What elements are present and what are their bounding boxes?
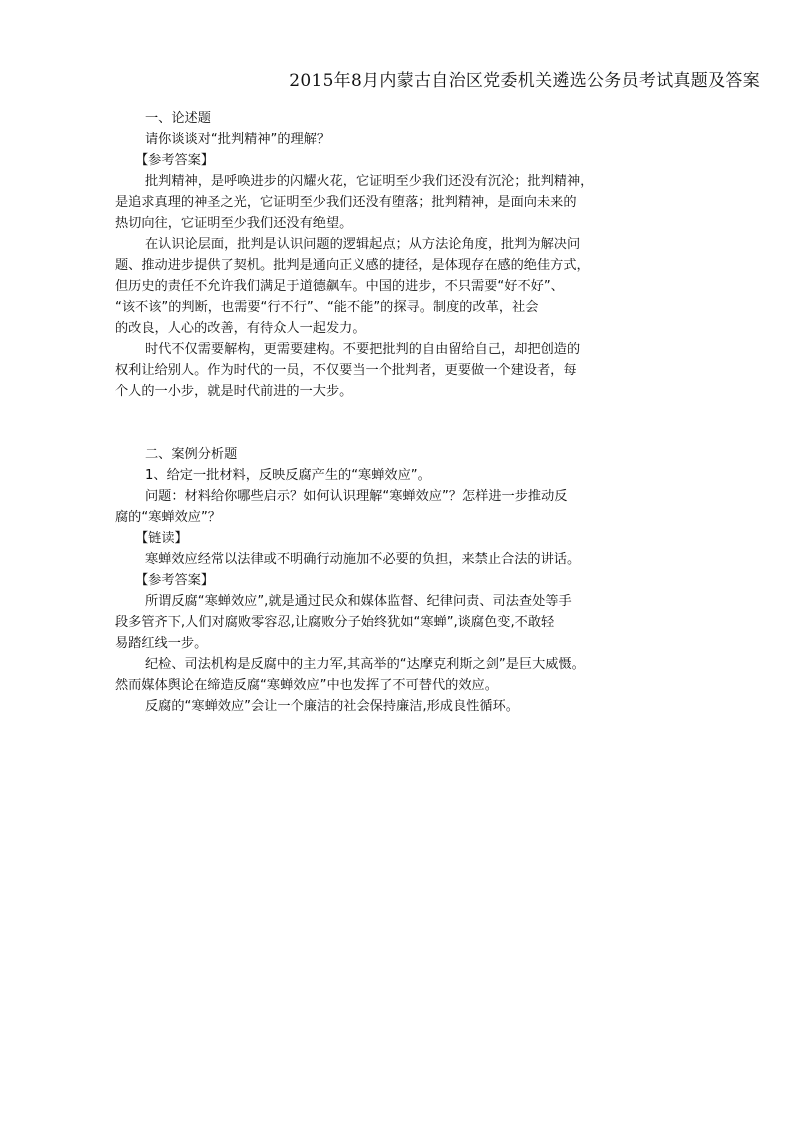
section1-p3-line3: 个人的一小步，就是时代前进的一大步。 (115, 384, 353, 399)
section2-heading: 二、案例分析题 (145, 447, 238, 462)
section1-p1-line3: 热切向往，它证明至少我们还没有绝望。 (115, 216, 353, 231)
section1-answer-label: 【参考答案】 (135, 153, 215, 168)
section2-p1-line3: 易踏红线一步。 (115, 636, 208, 651)
section1-p2-line4: “该不该”的判断，也需要“行不行”、“能不能”的探寻。制度的改革，社会 (115, 300, 539, 315)
section2-p2-line1: 纪检、司法机构是反腐中的主力军,其高举的“达摩克利斯之剑”是巨大威慑。 (145, 657, 585, 672)
section2-p3-line1: 反腐的“寒蝉效应”会让一个廉洁的社会保持廉洁,形成良性循环。 (145, 699, 519, 714)
section1-question: 请你谈谈对“批判精神”的理解？ (145, 132, 331, 147)
section1-p2-line5: 的改良，人心的改善，有待众人一起发力。 (115, 321, 366, 336)
section1-p3-line2: 权利让给别人。作为时代的一员，不仅要当一个批判者，更要做一个建设者，每 (115, 363, 577, 378)
section2-link-text: 寒蝉效应经常以法律或不明确行动施加不必要的负担，来禁止合法的讲话。 (145, 552, 581, 567)
section1-p2-line3: 但历史的责任不允许我们满足于道德飙车。中国的进步，不只需要“好不好”、 (115, 279, 564, 294)
section2-item: 1、给定一批材料，反映反腐产生的“寒蝉效应”。 (145, 468, 431, 483)
document-body (115, 108, 615, 717)
section1-heading: 一、论述题 (145, 111, 211, 126)
section1-p2-line1: 在认识论层面，批判是认识问题的逻辑起点；从方法论角度，批判为解决问 (145, 237, 581, 252)
section-spacer (115, 402, 615, 444)
section1-p1-line2: 是追求真理的神圣之光，它证明至少我们还没有堕落；批判精神，是面向未来的 (115, 195, 577, 210)
section2-question-line1: 问题：材料给你哪些启示？如何认识理解“寒蝉效应”？怎样进一步推动反 (145, 489, 568, 504)
section2-p1-line2: 段多管齐下,人们对腐败零容忍,让腐败分子始终犹如“寒蝉”,谈腐色变,不敢轻 (115, 615, 555, 630)
section2-p2-line2: 然而媒体舆论在缔造反腐“寒蝉效应”中也发挥了不可替代的效应。 (115, 678, 498, 693)
document-title: 2015年8月内蒙古自治区党委机关遴选公务员考试真题及答案 (289, 71, 760, 91)
section1-p2-line2: 题、推动进步提供了契机。批判是通向正义感的捷径，是体现存在感的绝佳方式， (115, 258, 590, 273)
section2-p1-line1: 所谓反腐“寒蝉效应”,就是通过民众和媒体监督、纪律问责、司法查处等手 (145, 594, 572, 609)
section1-p3-line1: 时代不仅需要解构，更需要建构。不要把批判的自由留给自己，却把创造的 (145, 342, 581, 357)
section2-link-label: 【链读】 (135, 531, 188, 546)
section2-question-line2: 腐的“寒蝉效应”？ (115, 510, 221, 525)
section1-p1-line1: 批判精神，是呼唤进步的闪耀火花，它证明至少我们还没有沉沦；批判精神， (145, 174, 594, 189)
section2-answer-label: 【参考答案】 (135, 573, 215, 588)
